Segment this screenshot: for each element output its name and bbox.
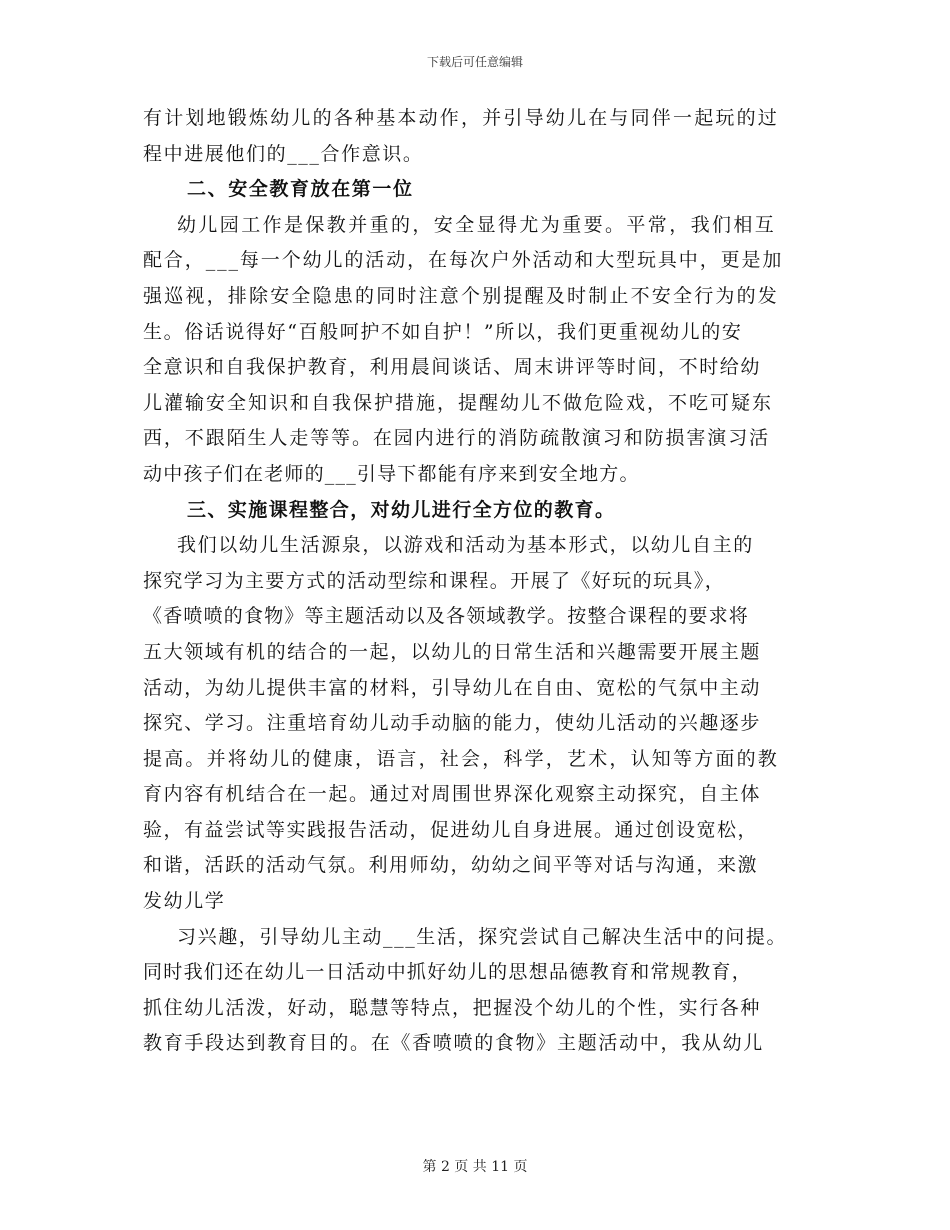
page-header: 下载后可任意编辑 — [426, 55, 523, 69]
text-line: 习兴趣，引导幼儿主动___生活，探究尝试自己解决生活中的问提。 — [177, 925, 788, 948]
text-line: 《香喷喷的食物》等主题活动以及各领域教学。按整合课程的要求将 — [143, 605, 750, 628]
text-line: 探究学习为主要方式的活动型综和课程。开展了《好玩的玩具》， — [143, 569, 726, 592]
text-line: 同时我们还在幼儿一日活动中抓好幼儿的思想品德教育和常规教育， — [143, 961, 753, 984]
text-line: 强巡视，排除安全隐患的同时注意个别提醒及时制止不安全行为的发 — [143, 284, 780, 307]
text-line: 提高。并将幼儿的健康，语言，社会，科学，艺术，认知等方面的教 — [143, 747, 780, 770]
text-line: 和谐，活跃的活动气氛。利用师幼，幼幼之间平等对话与沟通，来激 — [143, 854, 759, 877]
text-line: 发幼儿学 — [143, 890, 226, 913]
text-line: 动中孩子们在老师的___引导下都能有序来到安全地方。 — [143, 462, 640, 485]
page-footer: 第 2 页 共 11 页 — [422, 1159, 528, 1175]
text-line: 配合，___每一个幼儿的活动，在每次户外活动和大型玩具中，更是加 — [143, 249, 784, 272]
text-line: 儿灌输安全知识和自我保护措施，提醒幼儿不做危险戏，不吃可疑东 — [143, 391, 774, 414]
text-line: 育内容有机结合在一起。通过对周围世界深化观察主动探究，自主体 — [143, 783, 762, 806]
text-line: 程中进展他们的___合作意识。 — [143, 142, 424, 165]
section-heading: 二、安全教育放在第一位 — [187, 178, 414, 201]
text-line: 活动，为幼儿提供丰富的材料，引导幼儿在自由、宽松的气氛中主动 — [143, 676, 762, 699]
text-line: 幼儿园工作是保教并重的，安全显得尤为重要。平常，我们相互 — [177, 213, 777, 236]
text-line: 五大领域有机的结合的一起，以幼儿的日常生活和兴趣需要开展主题 — [143, 640, 762, 663]
section-heading: 三、实施课程整合，对幼儿进行全方位的教育。 — [187, 498, 616, 521]
text-line: 全意识和自我保护教育，利用晨间谈话、周末讲评等时间，不时给幼 — [143, 356, 762, 379]
text-line: 教育手段达到教育目的。在《香喷喷的食物》主题活动中，我从幼儿 — [143, 1032, 765, 1055]
text-line: 探究、学习。注重培育幼儿动手动脑的能力，使幼儿活动的兴趣逐步 — [143, 712, 762, 735]
text-line: 西，不跟陌生人走等等。在园内进行的消防疏散演习和防损害演习活 — [143, 427, 771, 450]
text-line: 有计划地锻炼幼儿的各种基本动作，并引导幼儿在与同伴一起玩的过 — [143, 107, 780, 129]
text-line: 抓住幼儿活泼，好动，聪慧等特点，把握没个幼儿的个性，实行各种 — [143, 996, 762, 1019]
text-line: 我们以幼儿生活源泉，以游戏和活动为基本形式，以幼儿自主的 — [177, 534, 754, 557]
text-line: 验，有益尝试等实践报告活动，促进幼儿自身进展。通过创设宽松， — [143, 818, 759, 841]
document-body — [143, 101, 833, 1062]
text-line: 生。俗话说得好“百般呵护不如自护！”所以，我们更重视幼儿的安 — [143, 320, 743, 343]
